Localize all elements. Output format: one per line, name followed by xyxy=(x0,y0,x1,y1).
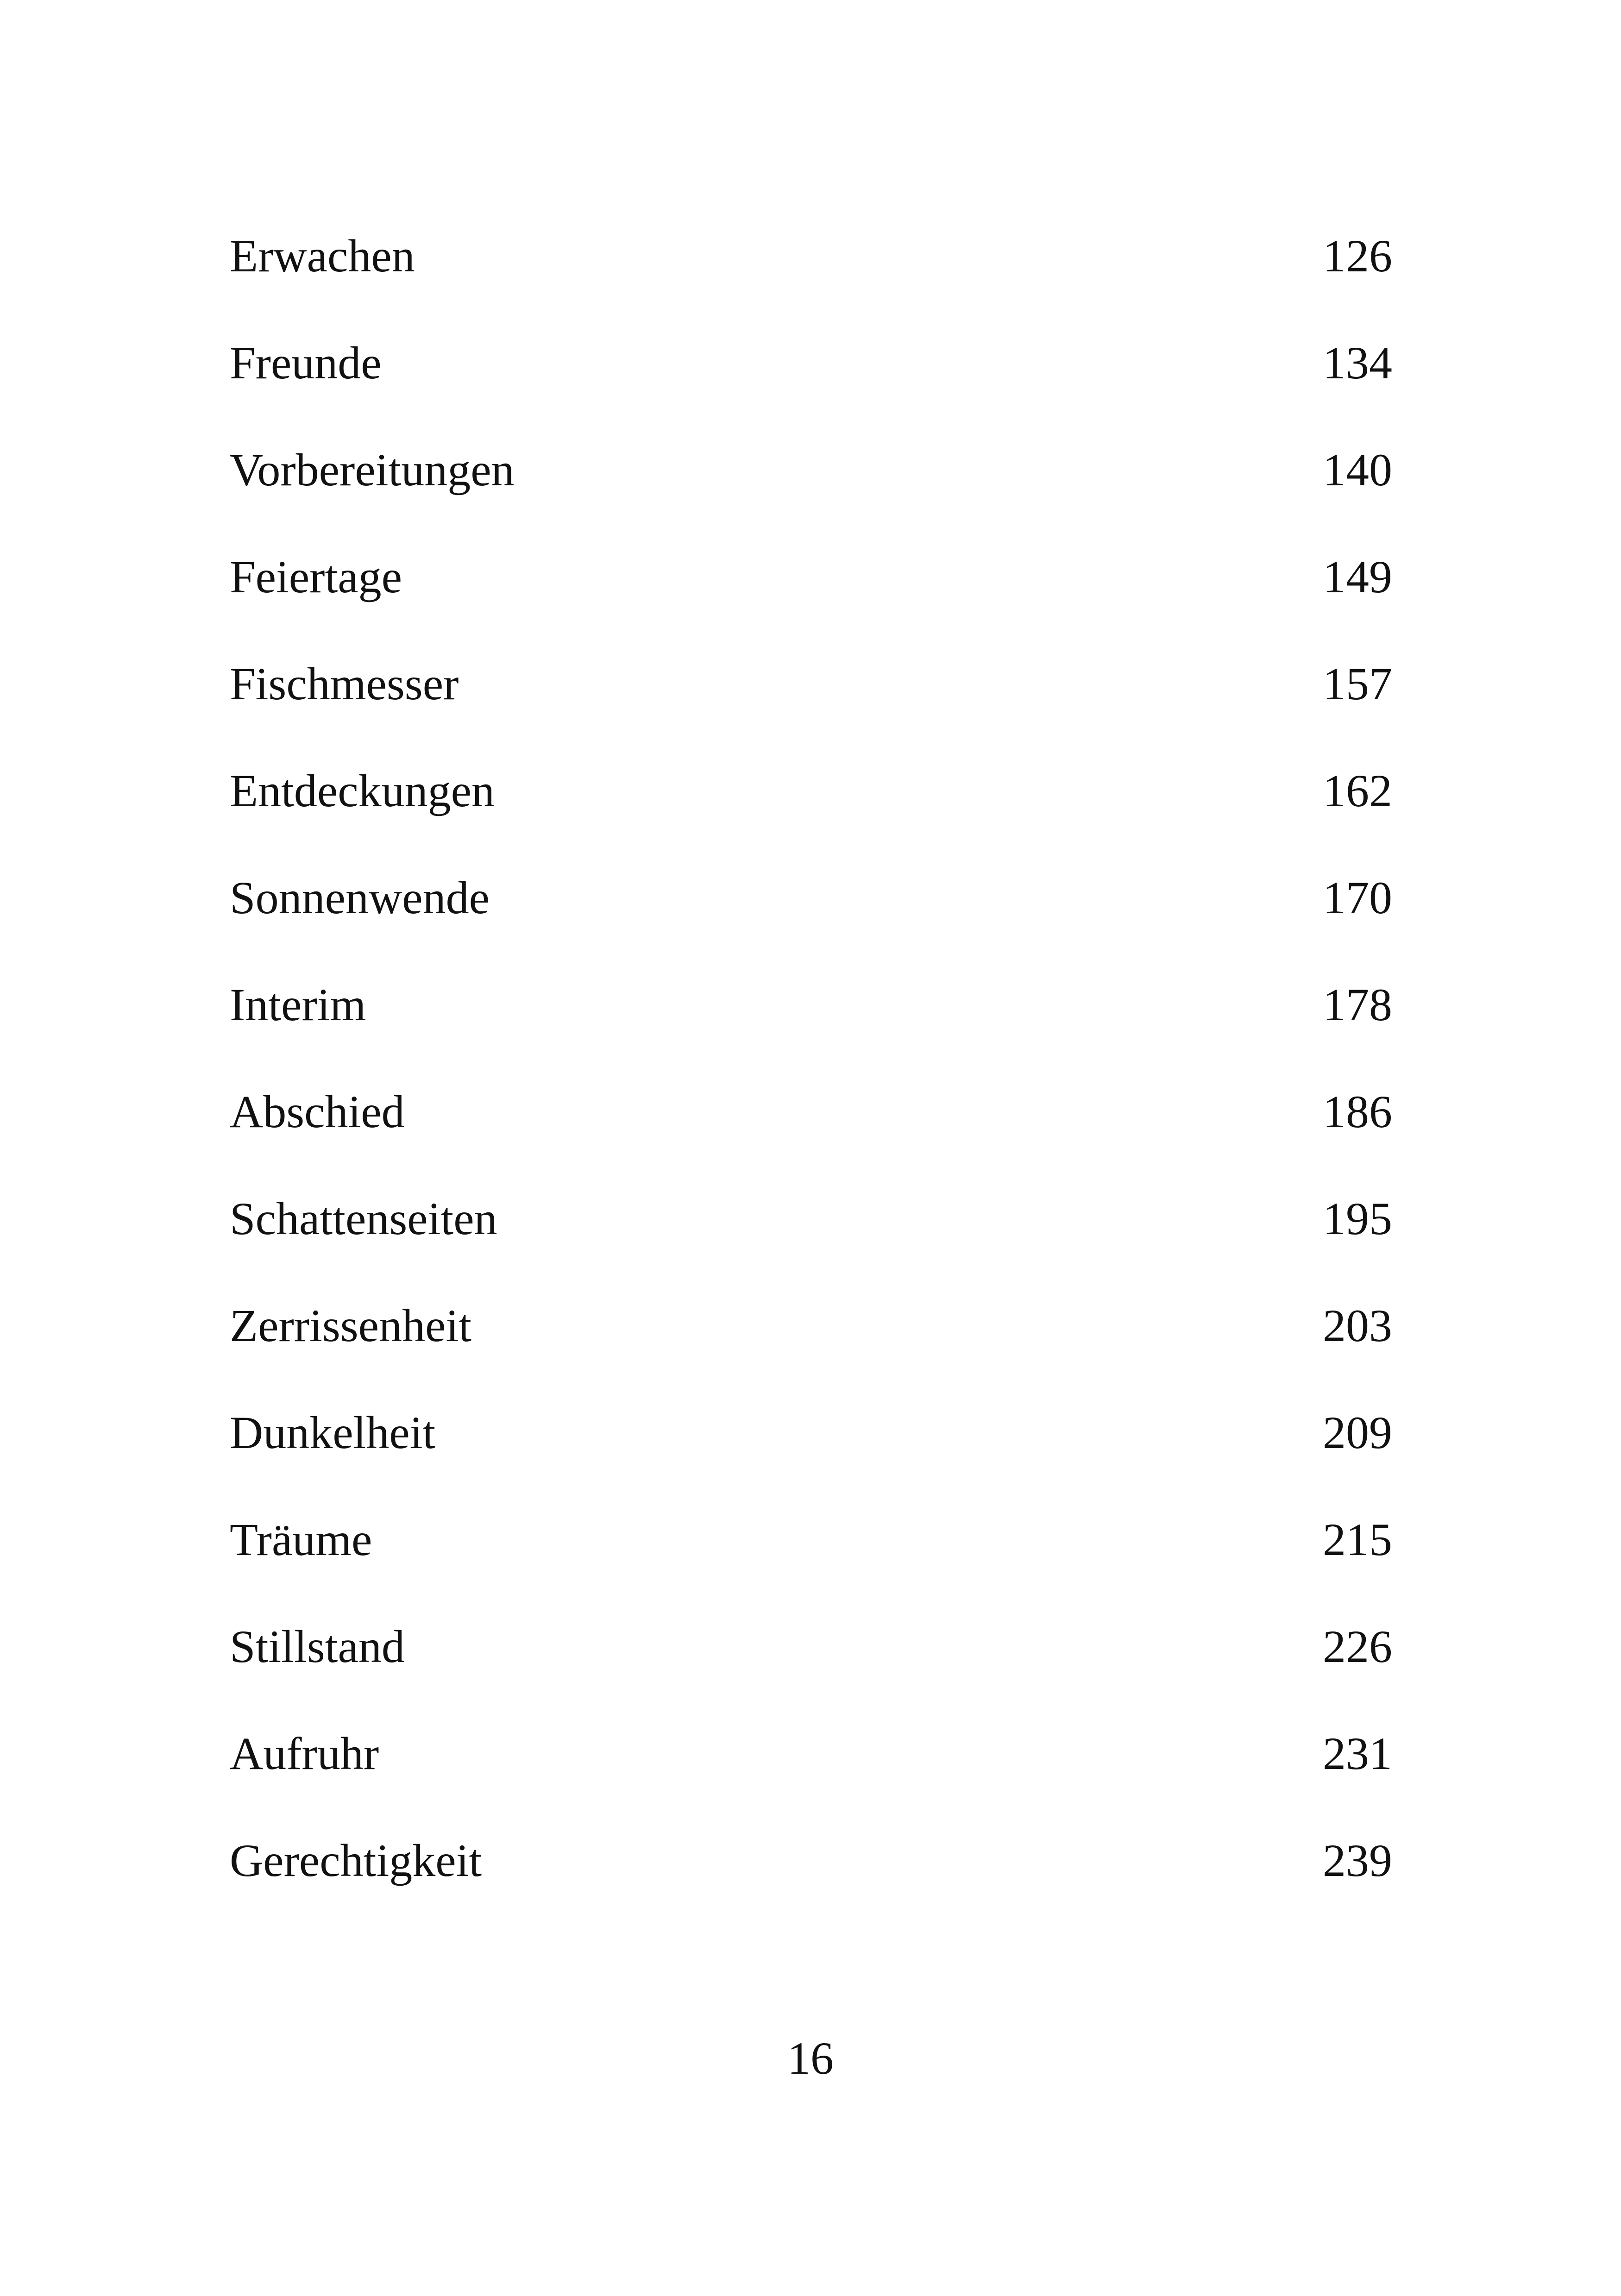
toc-entry-title: Zerrissenheit xyxy=(230,1300,472,1351)
toc-entry-page: 209 xyxy=(1323,1407,1392,1458)
toc-entry xyxy=(230,1826,1392,1933)
toc-entry xyxy=(230,649,1392,756)
table-of-contents xyxy=(230,221,1392,1933)
toc-entry-page: 239 xyxy=(1323,1835,1392,1886)
toc-entry-title: Vorbereitungen xyxy=(230,444,515,496)
toc-entry-title: Dunkelheit xyxy=(230,1407,436,1458)
toc-entry xyxy=(230,221,1392,328)
toc-entry xyxy=(230,328,1392,435)
toc-entry-page: 134 xyxy=(1323,337,1392,389)
toc-entry-title: Freunde xyxy=(230,337,382,389)
toc-entry-page: 162 xyxy=(1323,765,1392,816)
toc-entry-page: 186 xyxy=(1323,1086,1392,1137)
toc-entry-title: Entdeckungen xyxy=(230,765,495,816)
toc-entry-title: Feiertage xyxy=(230,551,402,602)
toc-entry-page: 140 xyxy=(1323,444,1392,496)
toc-entry-page: 195 xyxy=(1323,1193,1392,1244)
toc-entry-page: 226 xyxy=(1323,1621,1392,1672)
toc-entry-title: Interim xyxy=(230,979,366,1030)
toc-entry xyxy=(230,1398,1392,1505)
toc-entry xyxy=(230,1612,1392,1719)
toc-entry-page: 170 xyxy=(1323,872,1392,923)
toc-entry-title: Träume xyxy=(230,1514,372,1565)
toc-entry xyxy=(230,756,1392,863)
toc-entry-page: 178 xyxy=(1323,979,1392,1030)
toc-entry xyxy=(230,970,1392,1077)
toc-entry-page: 203 xyxy=(1323,1300,1392,1351)
toc-entry-title: Erwachen xyxy=(230,230,415,282)
toc-entry xyxy=(230,1291,1392,1398)
toc-entry-page: 126 xyxy=(1323,230,1392,282)
toc-entry-title: Gerechtigkeit xyxy=(230,1835,482,1886)
toc-entry xyxy=(230,1184,1392,1291)
toc-entry-title: Abschied xyxy=(230,1086,405,1137)
toc-entry xyxy=(230,1505,1392,1612)
toc-entry xyxy=(230,1719,1392,1826)
toc-entry xyxy=(230,435,1392,542)
page-number: 16 xyxy=(787,2033,834,2084)
toc-entry-title: Fischmesser xyxy=(230,658,459,709)
toc-entry xyxy=(230,542,1392,649)
toc-entry-page: 231 xyxy=(1323,1728,1392,1779)
toc-entry-title: Sonnenwende xyxy=(230,872,490,923)
toc-entry xyxy=(230,863,1392,970)
toc-entry xyxy=(230,1077,1392,1184)
toc-entry-page: 215 xyxy=(1323,1514,1392,1565)
toc-entry-title: Schattenseiten xyxy=(230,1193,497,1244)
toc-entry-page: 149 xyxy=(1323,551,1392,602)
toc-entry-page: 157 xyxy=(1323,658,1392,709)
toc-entry-title: Stillstand xyxy=(230,1621,405,1672)
toc-entry-title: Aufruhr xyxy=(230,1728,379,1779)
